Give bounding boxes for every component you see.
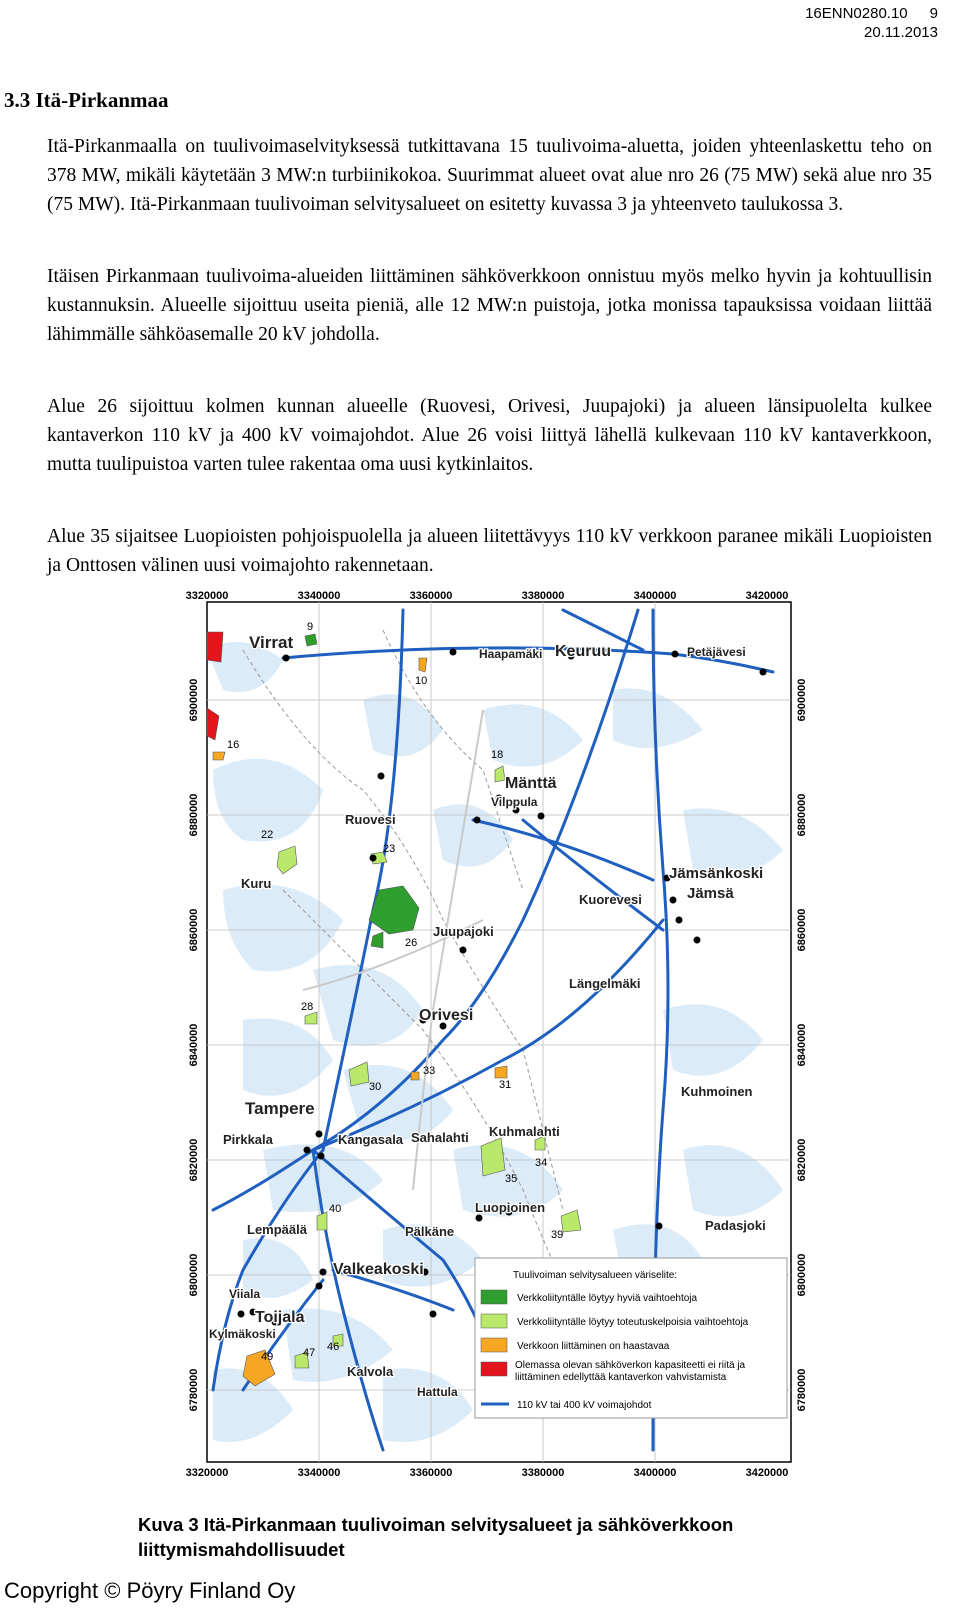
y-coord-right: 6880000: [796, 793, 808, 837]
y-coord-right: 6900000: [796, 678, 808, 722]
area-number-label: 49: [261, 1351, 274, 1363]
x-coord-bottom: 3380000: [521, 1467, 565, 1479]
paragraph-4: Alue 35 sijaitsee Luopioisten pohjoispuolella ja alueen liitettävyys 110 kV verkkoon paranee mikäli Luopioisten ja Onttosen välinen uusi voimajohto rakennetaan.: [47, 526, 932, 576]
document-date: 20.11.2013: [864, 24, 938, 41]
place-label: Mänttä: [505, 775, 557, 792]
area-number-label: 47: [303, 1347, 316, 1359]
area-number-label: 16: [227, 739, 240, 751]
x-coord-top: 3380000: [521, 590, 565, 602]
map-svg: [183, 590, 815, 1488]
legend-label-wrap: [515, 1360, 777, 1388]
legend-swatch-red: [481, 1362, 507, 1376]
x-coord-bottom: 3360000: [409, 1467, 453, 1479]
y-coord-right: 6780000: [796, 1368, 808, 1412]
paragraph-3: Alue 26 sijoittuu kolmen kunnan alueelle (Ruovesi, Orivesi, Juupajoki) ja alueen länsipuolelta kulkee kantaverkon 110 kV ja 400 kV voimajohdot. Alue 26 voisi liittyä lähellä kulkevaan 110 kV kantaverkkoon, mutta tuulipuistoa varten tulee rakentaa oma uusi kytkinlaitos.: [47, 396, 932, 475]
place-label: Toijala: [255, 1309, 305, 1326]
place-label: Kylmäkoski: [209, 1327, 276, 1341]
area-number-label: 30: [369, 1081, 382, 1093]
place-label: Längelmäki: [569, 976, 641, 991]
area-33: [411, 1072, 419, 1080]
area-number-label: 9: [307, 621, 314, 633]
map-figure: [183, 590, 815, 1488]
legend-swatch-orange: [481, 1338, 507, 1352]
x-coord-top: 3400000: [633, 590, 677, 602]
place-label: Hattula: [417, 1385, 458, 1399]
area-red-1: [207, 632, 223, 662]
x-coord-bottom: 3340000: [297, 1467, 341, 1479]
y-coord-left: 6840000: [188, 1023, 200, 1067]
x-coord-bottom: 3400000: [633, 1467, 677, 1479]
area-number-label: 33: [423, 1065, 436, 1077]
place-label: Viiala: [229, 1287, 261, 1301]
place-label: Kuhmalahti: [489, 1124, 560, 1139]
place-label: Petäjävesi: [687, 645, 746, 659]
place-label: Virrat: [249, 633, 294, 652]
area-number-label: 26: [405, 937, 418, 949]
place-label: Luopioinen: [475, 1200, 546, 1215]
y-coord-right: 6800000: [796, 1253, 808, 1297]
x-coord-top: 3320000: [185, 590, 229, 602]
page-header: [805, 4, 938, 42]
area-number-label: 39: [551, 1229, 564, 1241]
figure-caption: Kuva 3 Itä-Pirkanmaan tuulivoiman selvitysalueet ja sähköverkkoon liittymismahdollisuudet: [138, 1514, 734, 1560]
place-label: Padasjoki: [705, 1218, 766, 1233]
paragraph-1: Itä-Pirkanmaalla on tuulivoimaselvityksessä tutkittavana 15 tuulivoima-aluetta, joiden yhteenlaskettu teho on 378 MW, mikäli käytetään 3 MW:n turbiinikokoa. Suurimmat alueet ovat alue nro 26 (75 MW) sekä alue nro 35 (75 MW). Itä-Pirkanmaan tuulivoiman selvitysalueet on esitetty kuvassa 3 ja yhteenveto taulukossa 3.: [47, 136, 932, 215]
place-label: Kuru: [241, 876, 272, 891]
place-label: Kuhmoinen: [681, 1084, 753, 1099]
area-9: [305, 634, 317, 646]
area-number-label: 35: [505, 1173, 518, 1185]
area-number-label: 22: [261, 829, 274, 841]
area-31: [495, 1066, 507, 1078]
place-label: Sahalahti: [411, 1130, 469, 1145]
area-number-label: 28: [301, 1001, 314, 1013]
copyright-footer: Copyright © Pöyry Finland Oy: [4, 1578, 296, 1603]
area-number-label: 34: [535, 1157, 548, 1169]
section-title: 3.3 Itä-Pirkanmaa: [4, 88, 169, 112]
place-label: Vilppula: [491, 795, 538, 809]
legend-label: Verkkoliityntälle löytyy toteutuskelpoisia vaihtoehtoja: [517, 1317, 749, 1328]
legend-swatch-green: [481, 1290, 507, 1304]
place-label: Kuorevesi: [579, 892, 642, 907]
legend-box: [475, 1258, 787, 1418]
x-coord-bottom: 3320000: [185, 1467, 229, 1479]
y-coord-right: 6860000: [796, 908, 808, 952]
legend-title: Tuulivoiman selvitysalueen väriselite:: [513, 1270, 678, 1281]
page-number: 9: [929, 5, 938, 22]
legend-swatch-lightgreen: [481, 1314, 507, 1328]
place-label: Tampere: [245, 1099, 315, 1118]
y-coord-right: 6840000: [796, 1023, 808, 1067]
x-coord-bottom: 3420000: [745, 1467, 789, 1479]
place-label: Jämsä: [687, 885, 734, 902]
place-label: Keuruu: [555, 643, 611, 660]
place-label: Kangasala: [338, 1132, 404, 1147]
area-number-label: 18: [491, 749, 504, 761]
area-number-label: 23: [383, 843, 396, 855]
area-number-label: 46: [327, 1341, 340, 1353]
place-label: Pirkkala: [223, 1132, 273, 1147]
y-coord-left: 6880000: [188, 793, 200, 837]
y-coord-left: 6800000: [188, 1253, 200, 1297]
x-coord-top: 3420000: [745, 590, 789, 602]
y-coord-left: 6820000: [188, 1138, 200, 1182]
place-label: Valkeakoski: [333, 1261, 424, 1278]
place-label: Lempäälä: [247, 1222, 307, 1237]
place-label: Juupajoki: [433, 924, 494, 939]
place-label: Jämsänkoski: [669, 865, 764, 882]
x-coord-top: 3340000: [297, 590, 341, 602]
legend-label: Verkkoliityntälle löytyy hyviä vaihtoehtoja: [517, 1293, 698, 1304]
y-coord-left: 6780000: [188, 1368, 200, 1412]
legend-label: 110 kV tai 400 kV voimajohdot: [517, 1400, 652, 1411]
document-id: 16ENN0280.10: [805, 5, 908, 22]
place-label: Haapamäki: [479, 647, 543, 661]
place-label: Kalvola: [347, 1364, 394, 1379]
area-16: [213, 752, 225, 760]
place-label: Pälkäne: [405, 1224, 455, 1239]
area-number-label: 31: [499, 1079, 512, 1091]
y-coord-left: 6860000: [188, 908, 200, 952]
place-label: Ruovesi: [345, 812, 396, 827]
y-coord-right: 6820000: [796, 1138, 808, 1182]
place-label: Orivesi: [419, 1007, 474, 1024]
area-number-label: 10: [415, 675, 428, 687]
paragraph-2: Itäisen Pirkanmaan tuulivoima-alueiden liittäminen sähköverkkoon onnistuu myös melko hyvin ja kohtuullisin kustannuksin. Alueelle sijoittuu useita pieniä, alle 12 MW:n puistoja, jotka monissa tapauksissa voidaan liittää lähimmälle sähköasemalle 20 kV johdolla.: [47, 266, 932, 345]
map-legend: [475, 1258, 787, 1418]
area-number-label: 40: [329, 1203, 342, 1215]
legend-label: Olemassa olevan sähköverkon kapasiteetti ei riitä ja liittäminen edellyttää kantaverkon vahvistamista: [515, 1360, 746, 1383]
legend-label: Verkkoon liittäminen on haastavaa: [517, 1341, 670, 1352]
y-coord-left: 6900000: [188, 678, 200, 722]
x-coord-top: 3360000: [409, 590, 453, 602]
